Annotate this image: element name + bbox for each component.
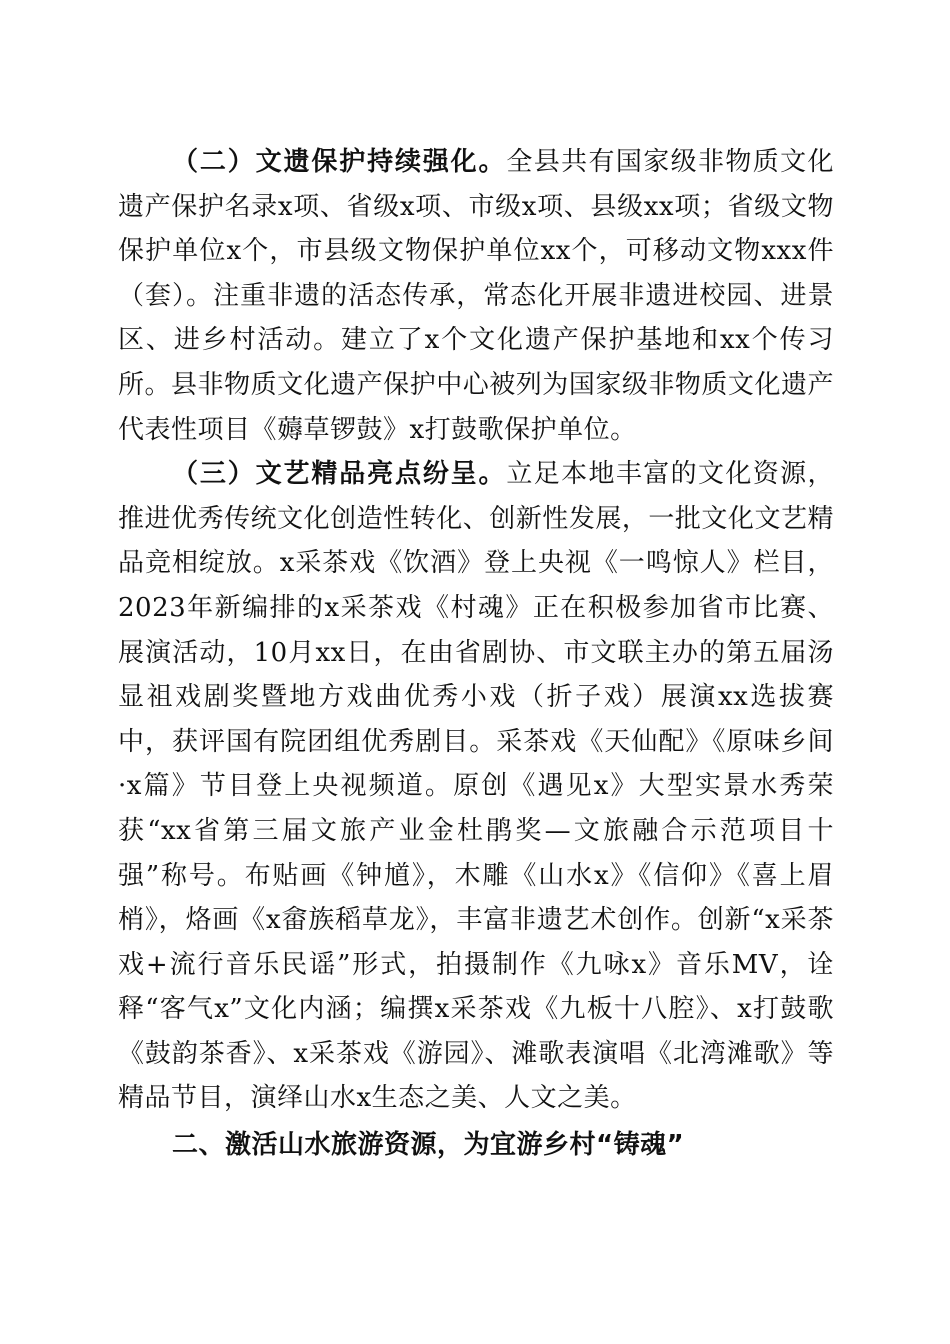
paragraph-text-art: 立足本地丰富的文化资源，推进优秀传统文化创造性转化、创新性发展，一批文化文艺精品竞相绽放。x采茶戏《饮酒》登上央视《一鸣惊人》栏目，2023年新编排的x采茶戏《村魂》正在积极参加省市比赛、展演活动，10月xx日，在由省剧协、市文联主办的第五届汤显祖戏剧奖暨地方戏曲优秀小戏（折子戏）展演xx选拔赛中，获评国有院团组优秀剧目。采茶戏《天仙配》《原味乡间·x篇》节目登上央视频道。原创《遇见x》大型实景水秀荣获“xx省第三届文旅产业金杜鹃奖—文旅融合示范项目十强”称号。布贴画《钟馗》，木雕《山水x》《信仰》《喜上眉梢》，烙画《x畲族稻草龙》，丰富非遗艺术创作。创新“x采茶戏+流行音乐民谣”形式，拍摄制作《九咏x》音乐MV，诠释“客气x”文化内涵；编撰x采茶戏《九板十八腔》、x打鼓歌《鼓韵茶香》、x采茶戏《游园》、滩歌表演唱《北湾滩歌》等精品节目，演绎山水x生态之美、人文之美。 [118, 459, 834, 1114]
section-heading-tourism: 二、激活山水旅游资源，为宜游乡村“铸魂” [172, 1130, 685, 1161]
document-body [118, 140, 834, 1168]
paragraph-art-works [118, 452, 834, 1121]
paragraph-text-heritage: 全县共有国家级非物质文化遗产保护名录x项、省级x项、市级x项、县级xx项；省级文物保护单位x个，市县级文物保护单位xx个，可移动文物xxx件（套）。注重非遗的活态传承，常态化开展非遗进校园、进景区、进乡村活动。建立了x个文化遗产保护基地和xx个传习所。县非物质文化遗产保护中心被列为国家级非物质文化遗产代表性项目《薅草锣鼓》x打鼓歌保护单位。 [118, 147, 834, 445]
paragraph-heritage-protection [118, 140, 834, 452]
paragraph-lead-heritage: （二）文遗保护持续强化。 [172, 147, 507, 177]
paragraph-lead-art: （三）文艺精品亮点纷呈。 [172, 459, 507, 490]
